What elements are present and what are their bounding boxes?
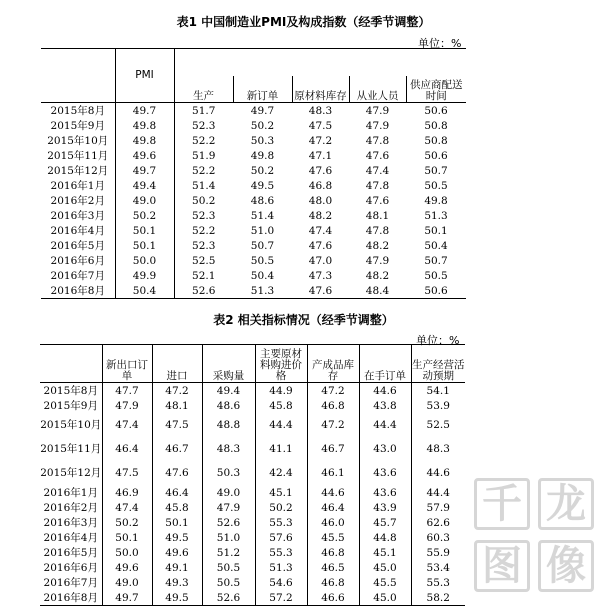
table-row <box>40 515 465 530</box>
value-cell: 55.9 <box>426 546 450 559</box>
header-cell: 主要原材料购进价格 <box>255 345 307 383</box>
value-cell: 46.1 <box>307 461 359 485</box>
row-date: 2015年8月 <box>40 383 102 399</box>
value-cell: 49.5 <box>250 179 275 192</box>
value-cell: 46.7 <box>152 437 202 461</box>
value-cell: 47.5 <box>102 461 152 485</box>
row-date: 2016年4月 <box>40 530 102 545</box>
watermark-char: 图 <box>474 540 530 592</box>
value-cell: 46.5 <box>307 560 359 575</box>
value-cell: 46.0 <box>307 515 359 530</box>
row-date: 2015年10月 <box>41 133 115 148</box>
header-cell: 生产经营活动预期 <box>412 359 465 382</box>
value-cell: 50.1 <box>424 224 448 237</box>
value-cell: 51.4 <box>192 179 216 192</box>
value-cell: 47.6 <box>365 149 390 162</box>
value-cell: 47.4 <box>365 164 390 177</box>
value-cell: 48.6 <box>250 194 275 207</box>
value-cell: 50.4 <box>115 283 174 299</box>
value-cell: 45.5 <box>359 575 411 590</box>
value-cell: 52.5 <box>426 419 450 431</box>
value-cell: 52.2 <box>192 164 216 177</box>
value-cell: 51.3 <box>250 284 275 297</box>
value-cell: 52.2 <box>192 134 216 147</box>
table-row <box>40 530 465 545</box>
value-cell: 50.3 <box>250 134 275 147</box>
header-cell: 采购量 <box>202 345 255 383</box>
value-cell: 48.6 <box>202 398 255 413</box>
value-cell: 52.3 <box>192 119 216 132</box>
table1-title: 表1 中国制造业PMI及构成指数（经季节调整） <box>176 15 431 29</box>
row-date: 2016年3月 <box>40 515 102 530</box>
row-date: 2016年8月 <box>40 590 102 606</box>
value-cell: 54.6 <box>255 575 307 590</box>
value-cell: 44.6 <box>307 485 359 500</box>
value-cell: 52.5 <box>192 254 216 267</box>
row-date: 2016年6月 <box>41 253 115 268</box>
table-row <box>41 268 466 283</box>
value-cell: 50.5 <box>424 179 448 192</box>
value-cell: 44.4 <box>359 413 411 437</box>
value-cell: 52.2 <box>192 224 216 237</box>
value-cell: 51.2 <box>202 545 255 560</box>
value-cell: 52.3 <box>192 239 216 252</box>
value-cell: 50.2 <box>255 500 307 515</box>
value-cell: 43.8 <box>359 398 411 413</box>
header-cell: 新出口订单 <box>102 345 152 383</box>
value-cell: 47.2 <box>307 413 359 437</box>
value-cell: 57.9 <box>426 501 450 514</box>
value-cell: 50.1 <box>115 223 174 238</box>
value-cell: 44.6 <box>426 467 450 479</box>
value-cell: 50.5 <box>424 269 448 282</box>
row-date: 2016年7月 <box>41 268 115 283</box>
value-cell: 51.3 <box>255 560 307 575</box>
value-cell: 51.9 <box>192 149 216 162</box>
value-cell: 50.2 <box>102 515 152 530</box>
value-cell: 47.3 <box>308 269 333 282</box>
value-cell: 48.1 <box>152 398 202 413</box>
value-cell: 47.4 <box>308 224 333 237</box>
value-cell: 49.4 <box>115 178 174 193</box>
value-cell: 43.0 <box>359 437 411 461</box>
value-cell: 49.6 <box>102 560 152 575</box>
value-cell: 47.8 <box>365 179 390 192</box>
value-cell: 44.6 <box>359 383 411 399</box>
value-cell: 45.0 <box>359 560 411 575</box>
row-date: 2015年12月 <box>40 461 102 485</box>
value-cell: 50.5 <box>250 254 275 267</box>
value-cell: 47.5 <box>152 413 202 437</box>
value-cell: 53.4 <box>426 561 450 574</box>
value-cell: 50.8 <box>424 119 448 132</box>
value-cell: 45.1 <box>359 545 411 560</box>
value-cell: 49.5 <box>152 590 202 606</box>
value-cell: 50.0 <box>102 545 152 560</box>
value-cell: 47.4 <box>102 413 152 437</box>
table-row <box>40 413 465 437</box>
row-date: 2016年5月 <box>41 238 115 253</box>
value-cell: 46.6 <box>307 590 359 606</box>
table-row <box>40 560 465 575</box>
value-cell: 48.1 <box>365 209 390 222</box>
value-cell: 51.3 <box>424 209 448 222</box>
value-cell: 50.1 <box>115 238 174 253</box>
value-cell: 44.9 <box>255 383 307 399</box>
value-cell: 49.7 <box>102 590 152 606</box>
value-cell: 46.8 <box>307 545 359 560</box>
value-cell: 47.9 <box>202 500 255 515</box>
value-cell: 55.3 <box>255 545 307 560</box>
value-cell: 49.1 <box>152 560 202 575</box>
value-cell: 45.5 <box>307 530 359 545</box>
row-date: 2015年12月 <box>41 163 115 178</box>
value-cell: 50.8 <box>424 134 448 147</box>
value-cell: 42.4 <box>255 461 307 485</box>
value-cell: 50.2 <box>250 119 275 132</box>
value-cell: 50.2 <box>192 194 216 207</box>
value-cell: 47.9 <box>365 254 390 267</box>
header-cell: 生产 <box>174 76 233 103</box>
value-cell: 45.8 <box>152 500 202 515</box>
value-cell: 52.6 <box>202 590 255 606</box>
value-cell: 51.7 <box>192 104 216 117</box>
value-cell: 52.1 <box>192 269 216 282</box>
table-row <box>40 590 465 606</box>
table-row <box>41 118 466 133</box>
value-cell: 62.6 <box>426 516 450 529</box>
value-cell: 47.9 <box>102 398 152 413</box>
value-cell: 51.0 <box>202 530 255 545</box>
value-cell: 44.4 <box>426 486 450 499</box>
table-row <box>41 238 466 253</box>
value-cell: 48.3 <box>308 104 333 117</box>
value-cell: 57.2 <box>255 590 307 606</box>
table-row <box>41 208 466 223</box>
watermark-logo <box>474 478 600 594</box>
value-cell: 47.1 <box>308 149 333 162</box>
value-cell: 55.3 <box>426 576 450 589</box>
row-date: 2015年8月 <box>41 103 115 119</box>
header-cell: 新订单 <box>233 76 292 103</box>
table-row <box>40 500 465 515</box>
value-cell: 48.0 <box>308 194 333 207</box>
table-row <box>41 178 466 193</box>
value-cell: 47.5 <box>308 119 333 132</box>
value-cell: 48.2 <box>308 209 333 222</box>
table-row <box>40 485 465 500</box>
value-cell: 48.3 <box>202 437 255 461</box>
value-cell: 50.6 <box>424 104 448 117</box>
value-cell: 50.4 <box>424 239 448 252</box>
row-date: 2016年7月 <box>40 575 102 590</box>
row-date: 2015年10月 <box>40 413 102 437</box>
value-cell: 58.2 <box>426 591 450 604</box>
value-cell: 45.7 <box>359 515 411 530</box>
value-cell: 51.4 <box>250 209 275 222</box>
value-cell: 54.1 <box>426 384 450 397</box>
table-row <box>41 253 466 268</box>
value-cell: 50.1 <box>102 530 152 545</box>
value-cell: 44.8 <box>359 530 411 545</box>
value-cell: 46.9 <box>102 485 152 500</box>
value-cell: 52.6 <box>192 284 216 297</box>
value-cell: 49.5 <box>152 530 202 545</box>
row-date: 2016年8月 <box>41 283 115 299</box>
value-cell: 48.2 <box>365 269 390 282</box>
row-date: 2015年9月 <box>41 118 115 133</box>
value-cell: 50.2 <box>115 208 174 223</box>
value-cell: 49.8 <box>250 149 275 162</box>
value-cell: 50.7 <box>424 164 448 177</box>
value-cell: 49.9 <box>115 268 174 283</box>
value-cell: 57.6 <box>255 530 307 545</box>
value-cell: 48.8 <box>202 413 255 437</box>
value-cell: 47.2 <box>307 383 359 399</box>
value-cell: 46.4 <box>102 437 152 461</box>
value-cell: 50.5 <box>202 560 255 575</box>
value-cell: 49.4 <box>202 383 255 399</box>
value-cell: 52.6 <box>202 515 255 530</box>
value-cell: 48.3 <box>426 443 450 455</box>
value-cell: 41.1 <box>255 437 307 461</box>
value-cell: 47.2 <box>308 134 333 147</box>
header-pmi: PMI <box>115 49 174 103</box>
watermark-char: 龙 <box>538 478 594 530</box>
value-cell: 47.6 <box>308 284 333 297</box>
value-cell: 44.4 <box>255 413 307 437</box>
table-row <box>41 223 466 238</box>
pmi-table <box>41 48 466 299</box>
watermark-char: 像 <box>538 540 594 592</box>
table-row <box>40 461 465 485</box>
value-cell: 43.6 <box>359 461 411 485</box>
value-cell: 47.9 <box>365 119 390 132</box>
row-date: 2016年1月 <box>41 178 115 193</box>
value-cell: 48.2 <box>365 239 390 252</box>
value-cell: 47.6 <box>365 194 390 207</box>
header-cell: 进口 <box>152 345 202 383</box>
value-cell: 47.8 <box>365 134 390 147</box>
value-cell: 46.8 <box>307 398 359 413</box>
value-cell: 47.2 <box>152 383 202 399</box>
value-cell: 50.1 <box>152 515 202 530</box>
value-cell: 60.3 <box>426 531 450 544</box>
table-row <box>41 193 466 208</box>
value-cell: 49.7 <box>250 104 275 117</box>
row-date: 2015年11月 <box>40 437 102 461</box>
value-cell: 50.5 <box>202 575 255 590</box>
value-cell: 46.4 <box>307 500 359 515</box>
header-cell: 在手订单 <box>359 345 411 383</box>
value-cell: 49.8 <box>115 118 174 133</box>
value-cell: 49.8 <box>424 194 448 207</box>
value-cell: 48.4 <box>365 284 390 297</box>
row-date: 2016年5月 <box>40 545 102 560</box>
value-cell: 51.0 <box>250 224 275 237</box>
table-row <box>41 148 466 163</box>
value-cell: 45.0 <box>359 590 411 606</box>
value-cell: 46.7 <box>307 437 359 461</box>
value-cell: 47.4 <box>102 500 152 515</box>
value-cell: 46.4 <box>152 485 202 500</box>
value-cell: 50.7 <box>250 239 275 252</box>
header-cell: 供应商配送时间 <box>410 79 463 102</box>
table2-title: 表2 相关指标情况（经季节调整） <box>213 313 394 327</box>
value-cell: 50.7 <box>424 254 448 267</box>
value-cell: 49.7 <box>115 103 174 119</box>
value-cell: 49.0 <box>102 575 152 590</box>
table-row <box>40 398 465 413</box>
row-date: 2016年1月 <box>40 485 102 500</box>
related-indicators-table <box>40 344 465 606</box>
table1-unit: 单位：% <box>418 37 462 50</box>
value-cell: 46.8 <box>307 575 359 590</box>
watermark-char: 千 <box>474 478 530 530</box>
table-row <box>40 575 465 590</box>
row-date: 2016年6月 <box>40 560 102 575</box>
table-row <box>40 545 465 560</box>
row-date: 2016年2月 <box>41 193 115 208</box>
value-cell: 50.0 <box>115 253 174 268</box>
header-cell: 产成品库存 <box>307 345 359 383</box>
value-cell: 55.3 <box>255 515 307 530</box>
row-date: 2016年4月 <box>41 223 115 238</box>
table-row <box>41 283 466 299</box>
value-cell: 47.9 <box>365 104 390 117</box>
value-cell: 47.6 <box>308 239 333 252</box>
value-cell: 47.6 <box>152 461 202 485</box>
value-cell: 46.8 <box>308 179 333 192</box>
value-cell: 50.6 <box>424 149 448 162</box>
value-cell: 50.2 <box>250 164 275 177</box>
value-cell: 49.8 <box>115 133 174 148</box>
value-cell: 47.0 <box>308 254 333 267</box>
value-cell: 50.6 <box>424 284 448 297</box>
row-date: 2016年3月 <box>41 208 115 223</box>
header-cell: 从业人员 <box>349 76 406 103</box>
row-date: 2015年11月 <box>41 148 115 163</box>
value-cell: 49.0 <box>115 193 174 208</box>
value-cell: 45.8 <box>255 398 307 413</box>
table2-unit: 单位：% <box>416 334 460 347</box>
table-row <box>41 103 466 119</box>
row-date: 2015年9月 <box>40 398 102 413</box>
value-cell: 47.8 <box>365 224 390 237</box>
table-row <box>41 163 466 178</box>
value-cell: 43.9 <box>359 500 411 515</box>
header-cell: 原材料库存 <box>292 76 349 103</box>
value-cell: 50.3 <box>202 461 255 485</box>
value-cell: 49.7 <box>115 163 174 178</box>
row-date: 2016年2月 <box>40 500 102 515</box>
value-cell: 52.3 <box>192 209 216 222</box>
value-cell: 49.6 <box>115 148 174 163</box>
value-cell: 53.9 <box>426 399 450 412</box>
value-cell: 49.6 <box>152 545 202 560</box>
value-cell: 49.0 <box>202 485 255 500</box>
value-cell: 49.3 <box>152 575 202 590</box>
table-row <box>41 133 466 148</box>
value-cell: 45.1 <box>255 485 307 500</box>
table-row <box>40 437 465 461</box>
table-row <box>40 383 465 399</box>
value-cell: 50.4 <box>250 269 275 282</box>
value-cell: 43.6 <box>359 485 411 500</box>
value-cell: 47.6 <box>308 164 333 177</box>
value-cell: 47.7 <box>102 383 152 399</box>
